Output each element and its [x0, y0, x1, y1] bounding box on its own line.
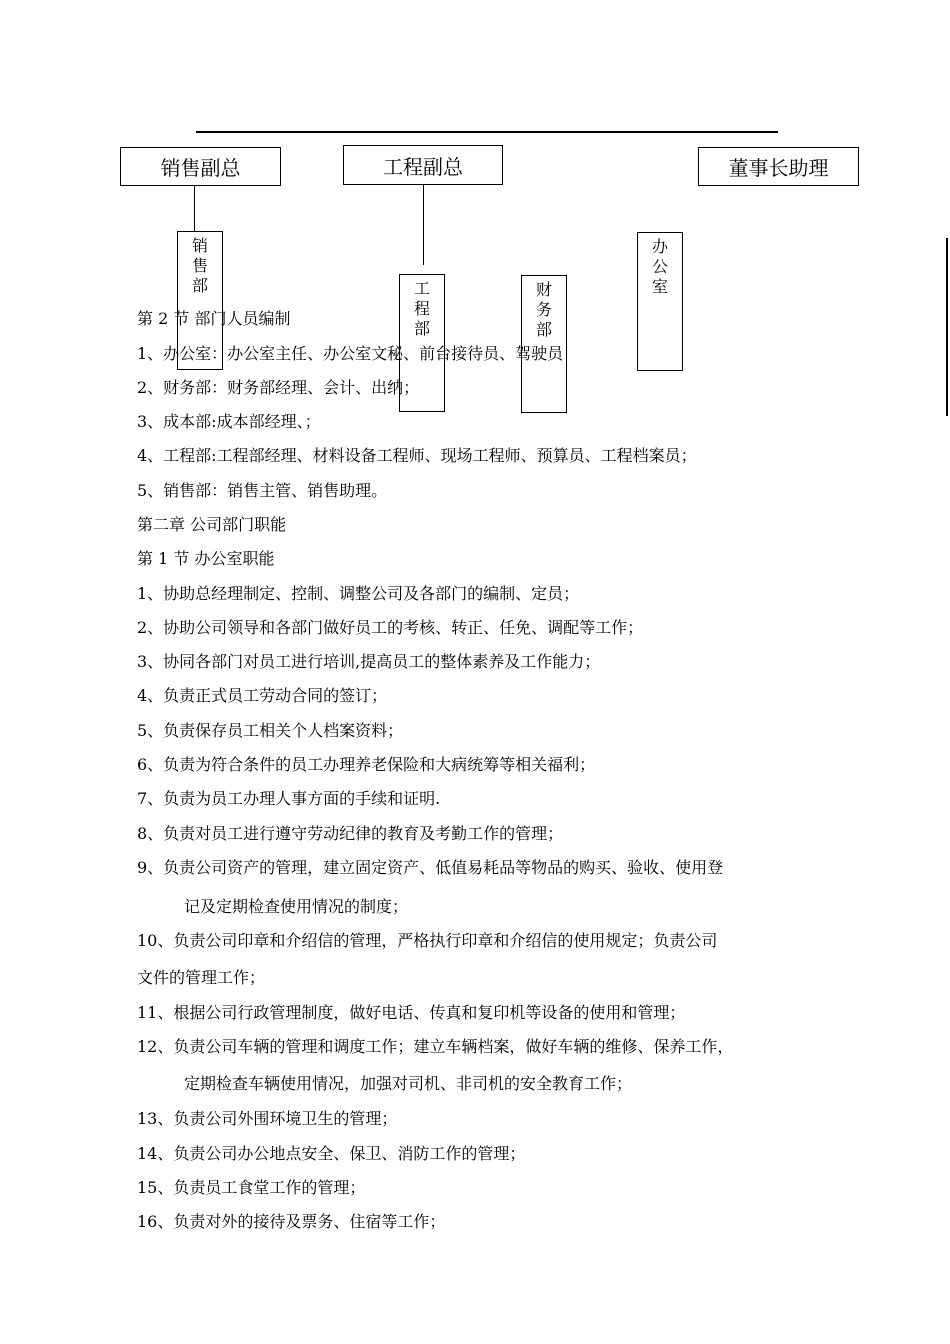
office-char: 室: [651, 277, 668, 296]
duty-item-continued: 文件的管理工作；: [137, 968, 266, 987]
office-box: [637, 232, 683, 371]
duty-item: 9、负责公司资产的管理，建立固定资产、低值易耗品等物品的购买、验收、使用登: [137, 858, 724, 877]
duty-item: 4、负责正式员工劳动合同的签订；: [137, 686, 388, 705]
sales-dept-char: 部: [191, 276, 208, 295]
duty-item: 12、负责公司车辆的管理和调度工作；建立车辆档案，做好车辆的维修、保养工作，: [137, 1037, 734, 1056]
duty-item: 5、负责保存员工相关个人档案资料；: [137, 721, 404, 740]
duty-item-continued: 记及定期检查使用情况的制度；: [184, 897, 409, 916]
office-char: 公: [651, 257, 668, 276]
engineering-dept-char: 部: [413, 319, 430, 338]
sales-vp-box: 销售副总: [120, 147, 281, 186]
engineering-vp-box: 工程副总: [343, 145, 503, 185]
duty-item: 10、负责公司印章和介绍信的管理，严格执行印章和介绍信的使用规定；负责公司: [137, 931, 718, 950]
duty-item: 14、负责公司办公地点安全、保卫、消防工作的管理；: [137, 1144, 526, 1163]
staffing-line: 2、财务部：财务部经理、会计、出纳；: [137, 378, 420, 397]
section-heading: 第 1 节 办公室职能: [137, 549, 275, 568]
finance-dept-char: 务: [535, 300, 552, 319]
duty-item: 7、负责为员工办理人事方面的手续和证明.: [137, 789, 441, 808]
duty-item: 16、负责对外的接待及票务、住宿等工作；: [137, 1212, 446, 1231]
sales-connector-line: [194, 186, 195, 232]
engineering-dept-char: 程: [413, 299, 430, 318]
duty-item: 11、根据公司行政管理制度，做好电话、传真和复印机等设备的使用和管理；: [137, 1003, 686, 1022]
section-heading: 第 2 节 部门人员编制: [137, 309, 291, 328]
staffing-line: 1、办公室：办公室主任、办公室文秘、前台接待员、驾驶员: [137, 344, 564, 363]
chapter-heading: 第二章 公司部门职能: [137, 515, 287, 534]
finance-dept-char: 财: [535, 280, 552, 299]
org-top-line: [196, 131, 778, 133]
staffing-line: 3、成本部:成本部经理、；: [137, 412, 321, 431]
office-char: 办: [651, 237, 668, 256]
page-edge-mark: [946, 238, 948, 416]
duty-item: 3、协同各部门对员工进行培训,提高员工的整体素养及工作能力；: [137, 652, 601, 671]
sales-dept-char: 销: [191, 236, 208, 255]
chairman-assistant-box: 董事长助理: [698, 147, 859, 186]
duty-item: 8、负责对员工进行遵守劳动纪律的教育及考勤工作的管理；: [137, 824, 564, 843]
duty-item-continued: 定期检查车辆使用情况，加强对司机、非司机的安全教育工作；: [184, 1074, 633, 1093]
duty-item: 6、负责为符合条件的员工办理养老保险和大病统筹等相关福利；: [137, 755, 596, 774]
engineering-dept-char: 工: [413, 279, 430, 298]
duty-item: 2、协助公司领导和各部门做好员工的考核、转正、任免、调配等工作；: [137, 618, 644, 637]
staffing-line: 5、销售部：销售主管、销售助理。: [137, 481, 388, 500]
staffing-line: 4、工程部:工程部经理、材料设备工程师、现场工程师、预算员、工程档案员；: [137, 446, 697, 465]
duty-item: 1、协助总经理制定、控制、调整公司及各部门的编制、定员；: [137, 584, 580, 603]
finance-dept-char: 部: [535, 320, 552, 339]
duty-item: 15、负责员工食堂工作的管理；: [137, 1178, 366, 1197]
engineering-connector-line: [423, 185, 424, 265]
duty-item: 13、负责公司外围环境卫生的管理；: [137, 1109, 398, 1128]
sales-dept-char: 售: [191, 256, 208, 275]
